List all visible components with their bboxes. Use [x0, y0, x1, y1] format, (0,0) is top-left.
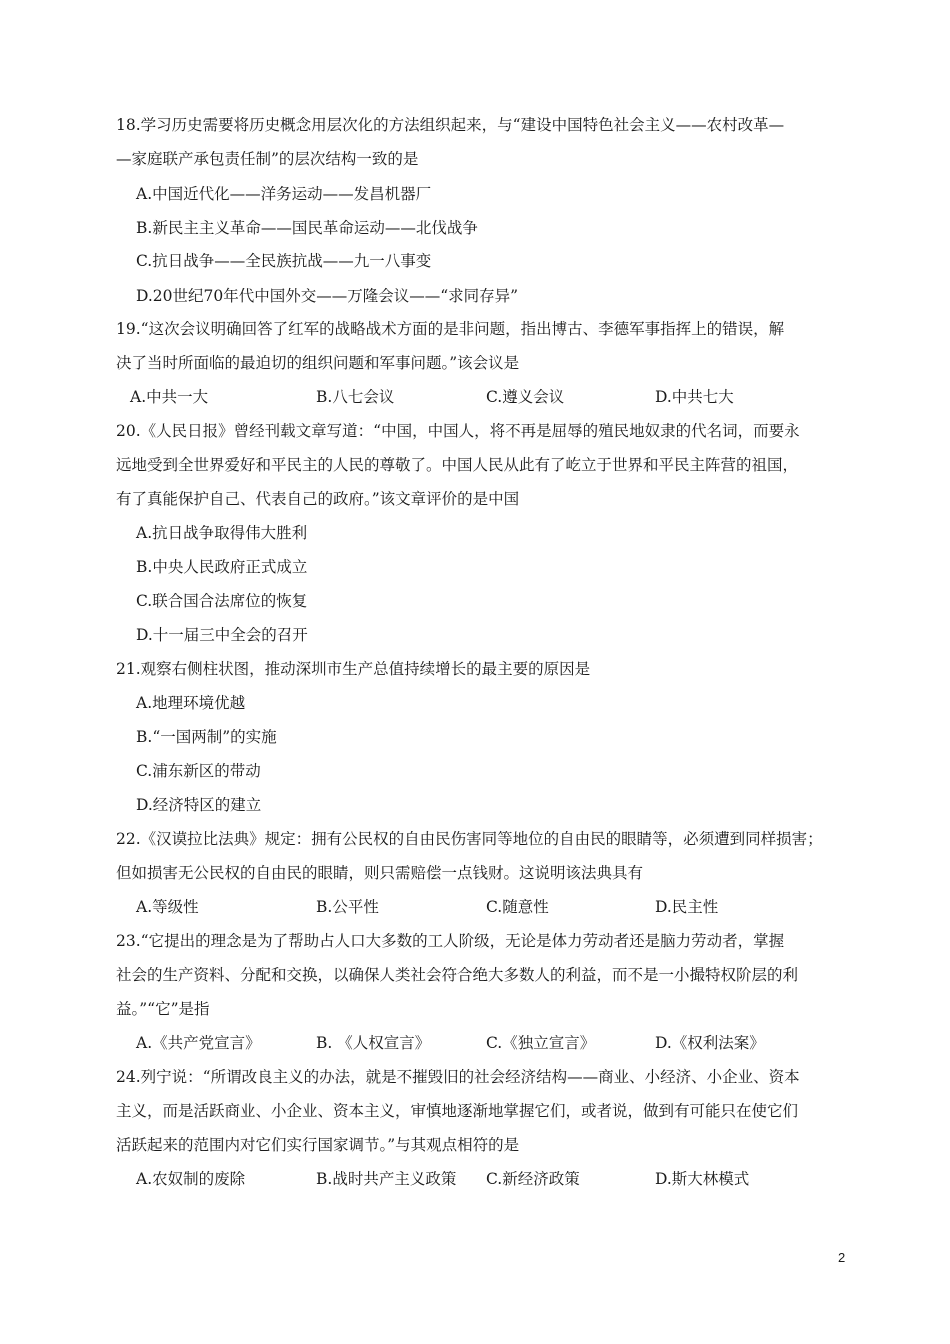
q20-option-d: D.十一届三中全会的召开 [136, 626, 308, 644]
q19-option-d: D.中共七大 [655, 388, 734, 406]
q22-stem-line1: 22.《汉谟拉比法典》规定：拥有公民权的自由民伤害同等地位的自由民的眼睛等，必须遭到同样损害； [116, 830, 823, 848]
q20-stem-line2: 远地受到全世界爱好和平民主的人民的尊敬了。中国人民从此有了屹立于世界和平民主阵营的祖国， [116, 456, 799, 474]
q18-option-b: B.新民主主义革命——国民革命运动——北伐战争 [136, 219, 478, 237]
q18-option-d: D.20世纪70年代中国外交——万隆会议——“求同存异” [136, 287, 519, 305]
q22-option-c: C.随意性 [486, 898, 549, 916]
q22-option-b: B.公平性 [316, 898, 379, 916]
q21-option-c: C.浦东新区的带动 [136, 762, 261, 780]
page-number: 2 [838, 1250, 846, 1265]
q18-stem-line2: —家庭联产承包责任制”的层次结构一致的是 [116, 150, 419, 168]
q20-option-c: C.联合国合法席位的恢复 [136, 592, 308, 610]
q20-option-a: A.抗日战争取得伟大胜利 [136, 524, 308, 542]
q22-option-d: D.民主性 [655, 898, 719, 916]
q22-option-a: A.等级性 [136, 898, 199, 916]
q23-stem-line1: 23.“它提出的理念是为了帮助占人口大多数的工人阶级，无论是体力劳动者还是脑力劳动者，掌握 [116, 932, 785, 950]
q20-stem-line3: 有了真能保护自己、代表自己的政府。”该文章评价的是中国 [116, 490, 520, 508]
q18-stem-line1: 18.学习历史需要将历史概念用层次化的方法组织起来，与“建设中国特色社会主义——农村改革— [116, 116, 785, 134]
q21-option-a: A.地理环境优越 [136, 694, 246, 712]
q18-option-c: C.抗日战争——全民族抗战——九一八事变 [136, 252, 432, 270]
q20-stem-line1: 20.《人民日报》曾经刊载文章写道：“中国，中国人，将不再是屈辱的殖民地奴隶的代名词，而要永 [116, 422, 800, 440]
q18-option-a: A.中国近代化——洋务运动——发昌机器厂 [136, 185, 432, 203]
q24-stem-line2: 主义，而是活跃商业、小企业、资本主义，审慎地逐渐地掌握它们，或者说，做到有可能只在使它们 [116, 1102, 799, 1120]
q19-option-b: B.八七会议 [316, 388, 395, 406]
q21-option-d: D.经济特区的建立 [136, 796, 262, 814]
q23-option-d: D.《权利法案》 [655, 1034, 765, 1052]
q22-stem-line2: 但如损害无公民权的自由民的眼睛，则只需赔偿一点钱财。这说明该法典具有 [116, 864, 644, 882]
q20-option-b: B.中央人民政府正式成立 [136, 558, 308, 576]
q23-option-a: A.《共产党宣言》 [136, 1034, 261, 1052]
q24-stem-line1: 24.列宁说：“所谓改良主义的办法，就是不摧毁旧的社会经济结构——商业、小经济、小企业、资本 [116, 1068, 800, 1086]
q24-stem-line3: 活跃起来的范围内对它们实行国家调节。”与其观点相符的是 [116, 1136, 520, 1154]
q19-option-c: C.遵义会议 [486, 388, 565, 406]
q19-stem-line2: 决了当时所面临的最迫切的组织问题和军事问题。”该会议是 [116, 354, 520, 372]
q24-option-d: D.斯大林模式 [655, 1170, 750, 1188]
q19-stem-line1: 19.“这次会议明确回答了红军的战略战术方面的是非问题，指出博古、李德军事指挥上的错误，解 [116, 320, 785, 338]
q21-option-b: B.“一国两制”的实施 [136, 728, 277, 746]
q24-option-c: C.新经济政策 [486, 1170, 580, 1188]
q23-stem-line2: 社会的生产资料、分配和交换，以确保人类社会符合绝大多数人的利益，而不是一小撮特权阶层的利 [116, 966, 799, 984]
q23-option-b: B. 《人权宣言》 [316, 1034, 431, 1052]
q24-option-b: B.战时共产主义政策 [316, 1170, 457, 1188]
q24-option-a: A.农奴制的废除 [136, 1170, 246, 1188]
q23-stem-line3: 益。”“它”是指 [116, 1000, 210, 1018]
q19-option-a: A.中共一大 [130, 388, 209, 406]
q23-option-c: C.《独立宣言》 [486, 1034, 596, 1052]
q21-stem-line1: 21.观察右侧柱状图，推动深圳市生产总值持续增长的最主要的原因是 [116, 660, 591, 678]
